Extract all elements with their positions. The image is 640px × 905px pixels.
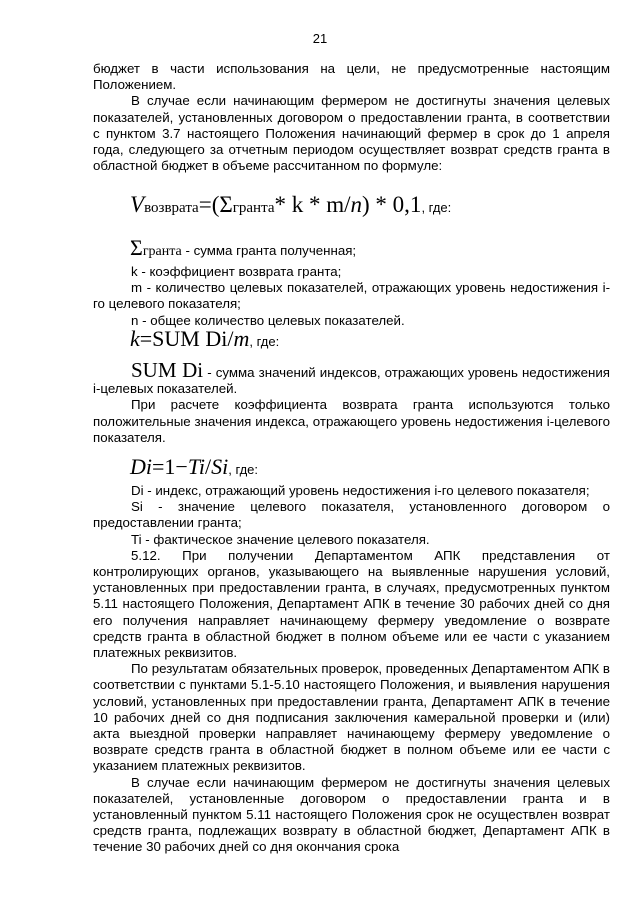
paragraph-intro: [93, 61, 610, 174]
definition-grant-sum: Σгранта - сумма гранта полученная;: [130, 235, 357, 260]
definition-sum-di: SUM Di - сумма значений индексов, отражающих уровень недостижения i-целевых показателей. При расчете коэффициента возврата гранта используются только положительные значения индекса, отражающего уровень недостижения i-целевого показателя.: [93, 358, 610, 445]
formula-coefficient-k: k=SUM Di/m, где:: [130, 326, 280, 351]
definition-n: n - общее количество целевых показателей.: [131, 312, 405, 328]
definition-si: Si - значение целевого показателя, установленного договором о предоставлении гранта;: [93, 499, 610, 531]
paragraph-5-12: 5.12. При получении Департаментом АПК представления от контролирующих органов, указывающего на выявленные нарушения условий, установленных при предоставлении гранта, в случаях, предусмотренных пунктом 5.11 настоящего Положения, Департамент АПК в течение 30 рабочих дней со дня его получения направляет начинающему фермеру уведомление о возврате средств гранта в областной бюджет в полном объеме или ее части с указанием платежных реквизитов.: [93, 547, 610, 661]
definition-m: m - количество целевых показателей, отражающих уровень недостижения i-го целевого показателя;: [93, 280, 610, 312]
formula-index-di: Di=1−Ti/Si, где:: [130, 454, 259, 479]
page-number: 21: [312, 31, 328, 46]
formula-return-amount: Vвозврата=(Σгранта* k * m/n) * 0,1, где:: [130, 192, 452, 217]
paragraph-continuation: бюджет в части использования на цели, не предусмотренные настоящим Положением.: [93, 61, 610, 93]
paragraph-inspection-results: По результатам обязательных проверок, проведенных Департаментом АПК в соответствии с пунктами 5.1-5.10 настоящего Положения, и выявления нарушения условий, установленных при предоставлении гранта, Департамент АПК в течение 10 рабочих дней со дня подписания заключения камеральной проверки и (или) акта выездной проверки направляет начинающему фермеру уведомление о возврате средств гранта в областной бюджет в полном объеме или ее части с указанием платежных реквизитов.: [93, 661, 610, 774]
paragraph-return-condition: В случае если начинающим фермером не достигнуты значения целевых показателей, установленных договором о предоставлении гранта, в соответствии с пунктом 3.7 настоящего Положения начинающий фермер в срок до 1 апреля года, следующего за отчетным периодом осуществляет возврат средств гранта в областной бюджет в объеме рассчитанном по формуле:: [93, 93, 610, 174]
definition-di: Di - индекс, отражающий уровень недостижения i-го целевого показателя;: [131, 483, 590, 498]
paragraph-calculation-note: При расчете коэффициента возврата гранта используются только положительные значения индекса, отражающего уровень недостижения i-целевого показателя.: [93, 397, 610, 445]
paragraph-failure-to-return: В случае если начинающим фермером не достигнуты значения целевых показателей, установленные договором о предоставлении гранта и в установленный пунктом 5.11 настоящего Положения срок не осуществлен возврат средств гранта, подлежащих возврату в областной бюджет, Департамент АПК в течение 30 рабочих дней со дня окончания срока: [93, 774, 610, 855]
definitions-block-1: [93, 264, 610, 329]
definition-k: k - коэффициент возврата гранта;: [131, 264, 342, 279]
definitions-block-2: [93, 483, 610, 856]
definition-ti: Ti - фактическое значение целевого показателя.: [131, 531, 430, 547]
